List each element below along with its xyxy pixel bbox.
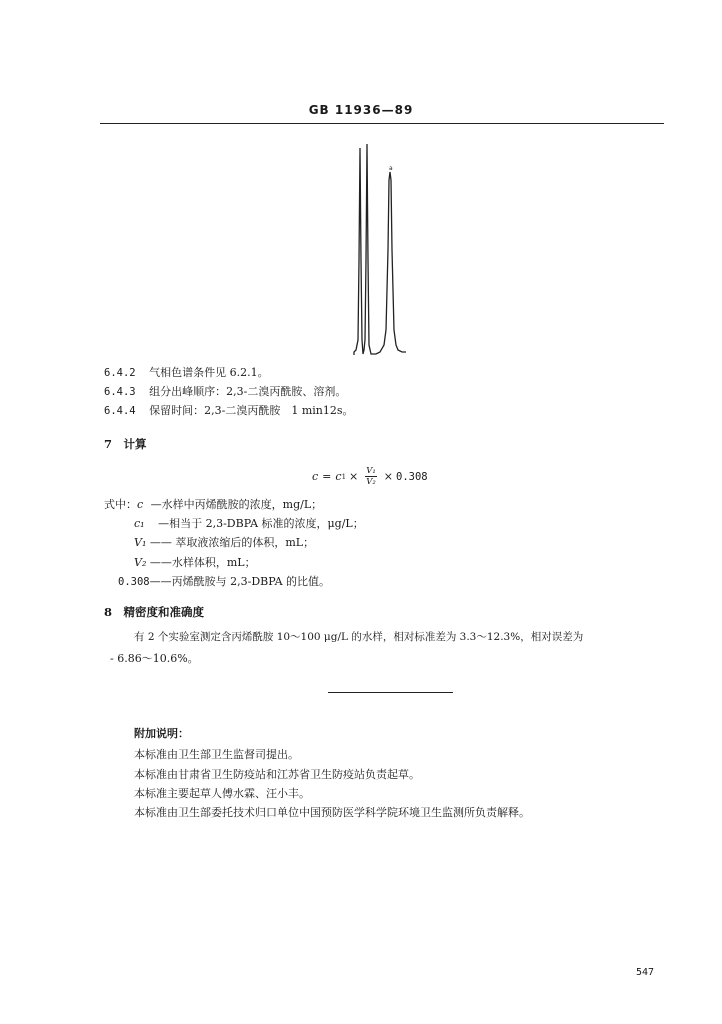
- formula-c1: c: [335, 470, 342, 483]
- definition-v1: [134, 535, 314, 550]
- definition-symbol: 0.308: [118, 576, 150, 588]
- definition-c1: [134, 516, 364, 531]
- header-rule: [100, 123, 664, 124]
- calculation-formula: [312, 466, 428, 487]
- clause-number: 6.4.2: [104, 367, 136, 379]
- definition-text: —水样中丙烯酰胺的浓度，mg/L；: [150, 498, 323, 511]
- peak-label: a: [389, 165, 393, 172]
- appendix-title: 附加说明：: [134, 727, 189, 740]
- definition-text: —— 萃取液浓缩后的体积，mL；: [149, 536, 315, 549]
- formula-equals: =: [322, 470, 332, 483]
- clause-6-4-2: [104, 365, 269, 381]
- appendix-line: 本标准由卫生部卫生监督司提出。: [134, 748, 299, 761]
- section-8-paragraph-line-1: 有 2 个实验室测定含丙烯酰胺 10～100 μg/L 的水样，相对标准差为 3.3～12.3%，相对误差为: [134, 631, 584, 643]
- clause-text: 组分出峰顺序：2,3-二溴丙酰胺、溶剂。: [149, 385, 347, 398]
- clause-6-4-4: [104, 403, 354, 419]
- clause-number: 6.4.4: [104, 405, 136, 417]
- formula-lhs: c: [312, 470, 319, 483]
- fraction-denominator: V₂: [366, 477, 376, 487]
- formula-times-2: ×: [383, 470, 394, 483]
- chromatogram-trace: [354, 144, 406, 355]
- appendix-line: 本标准主要起草人傅水霖、汪小丰。: [134, 787, 310, 800]
- definition-text: ——丙烯酰胺与 2,3-DBPA 的比值。: [149, 575, 331, 588]
- section-7-title: 7 计算: [104, 437, 147, 451]
- end-rule: [328, 692, 453, 693]
- page-number: 547: [636, 967, 655, 978]
- definition-text: ——水样体积，mL；: [149, 556, 256, 569]
- standard-code-header: GB 11936—89: [308, 103, 414, 117]
- fraction-numerator: V₁: [366, 466, 376, 476]
- section-8-title: 8 精密度和准确度: [104, 605, 205, 619]
- definition-symbol: c₁: [134, 517, 145, 530]
- formula-c1-subscript: 1: [341, 472, 347, 481]
- clause-text: 保留时间：2,3-二溴丙酰胺 1 min12s。: [149, 404, 354, 417]
- definition-ratio: [118, 574, 330, 590]
- appendix-line: 本标准由甘肃省卫生防疫站和江苏省卫生防疫站负责起草。: [134, 768, 420, 781]
- where-lead: 式中：: [104, 498, 137, 511]
- definition-c: [104, 497, 322, 512]
- appendix-line: 本标准由卫生部委托技术归口单位中国预防医学科学院环境卫生监测所负责解释。: [134, 806, 530, 819]
- formula-factor: 0.308: [396, 470, 428, 483]
- formula-times: ×: [349, 470, 359, 483]
- definition-v2: [134, 555, 256, 570]
- clause-6-4-3: [104, 384, 346, 400]
- clause-text: 气相色谱条件见 6.2.1。: [149, 366, 269, 379]
- formula-fraction: [365, 466, 377, 487]
- clause-number: 6.4.3: [104, 386, 136, 398]
- definition-symbol: V₁: [134, 536, 147, 549]
- chromatogram-figure: [340, 140, 420, 365]
- definition-symbol: V₂: [134, 556, 147, 569]
- definition-text: —相当于 2,3-DBPA 标准的浓度，μg/L；: [158, 517, 364, 530]
- definition-symbol: c: [137, 498, 144, 511]
- section-8-paragraph-line-2: - 6.86～10.6%。: [110, 652, 199, 665]
